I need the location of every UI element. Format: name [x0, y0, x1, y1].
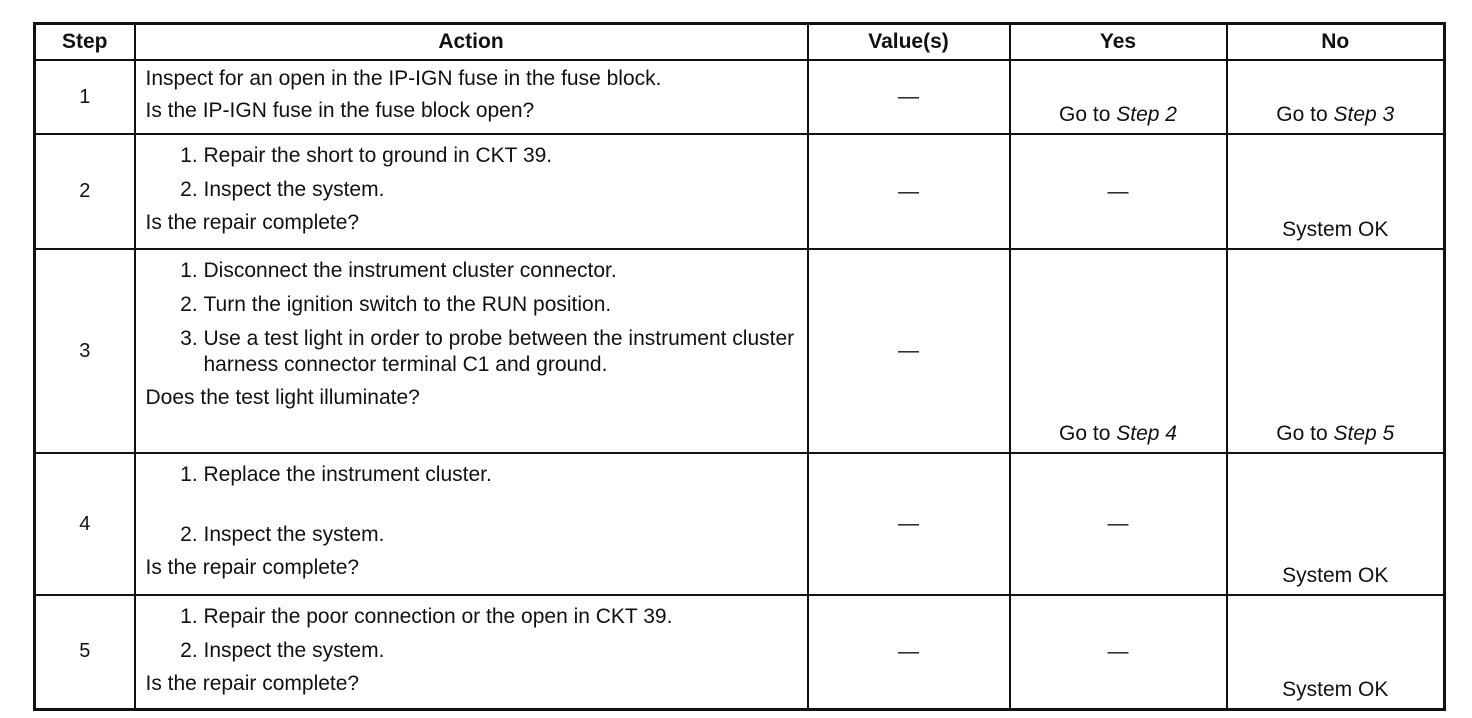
yes-cell [1010, 595, 1227, 709]
question-text: Does the test light illuminate? [145, 386, 420, 409]
table-row [35, 134, 1445, 249]
action-item: 2. Inspect the system. [204, 518, 797, 552]
action-list [146, 139, 797, 207]
value-cell [808, 134, 1010, 249]
step-number: 5 [35, 595, 135, 709]
no-text: System OK [1282, 218, 1389, 241]
no-prefix: Go to [1276, 103, 1334, 126]
no-cell [1227, 249, 1445, 453]
action-cell [135, 60, 808, 134]
col-header-values: Value(s) [808, 24, 1010, 61]
action-item: 2. Inspect the system. [204, 634, 797, 668]
value-text: — [898, 179, 919, 203]
step-number: 3 [35, 249, 135, 453]
value-cell [808, 453, 1010, 595]
action-list [146, 600, 797, 668]
yes-prefix: Go to [1059, 103, 1117, 126]
yes-cell [1010, 249, 1227, 453]
action-item: 2. Inspect the system. [204, 173, 797, 207]
table-row [35, 453, 1445, 595]
yes-step-ref: Step 2 [1116, 103, 1177, 126]
table-row [35, 249, 1445, 453]
question-text: Is the repair complete? [145, 672, 360, 695]
col-header-yes: Yes [1010, 24, 1227, 61]
action-item: 1. Repair the poor connection or the open in CKT 39. [204, 600, 797, 634]
col-header-no: No [1227, 24, 1445, 61]
no-cell [1227, 453, 1445, 595]
yes-prefix: Go to [1059, 422, 1117, 445]
step-number: 2 [35, 134, 135, 249]
no-step-ref: Step 5 [1333, 422, 1395, 445]
action-item: 1. Repair the short to ground in CKT 39. [204, 139, 797, 173]
yes-cell [1010, 134, 1227, 249]
action-list [146, 458, 797, 552]
col-header-action: Action [135, 24, 808, 61]
header-row [35, 24, 1445, 61]
yes-step-ref: Step 4 [1116, 422, 1177, 445]
value-text: — [898, 85, 919, 108]
table-row [35, 595, 1445, 709]
yes-text: — [1107, 639, 1129, 663]
instruction-text: Inspect for an open in the IP-IGN fuse in the fuse block. [145, 67, 662, 90]
value-text: — [898, 512, 919, 535]
step-number: 4 [35, 453, 135, 595]
yes-text: — [1107, 179, 1129, 203]
value-text: — [898, 339, 919, 362]
value-text: — [898, 639, 919, 663]
action-item: 1. Replace the instrument cluster. [204, 458, 797, 518]
no-cell [1227, 595, 1445, 709]
question-text: Is the IP-IGN fuse in the fuse block open? [145, 99, 535, 122]
step-number: 1 [35, 60, 135, 134]
question-text: Is the repair complete? [145, 556, 360, 579]
yes-cell [1010, 60, 1227, 134]
action-cell [135, 453, 808, 595]
action-cell [135, 134, 808, 249]
no-step-ref: Step 3 [1333, 103, 1395, 126]
no-prefix: Go to [1276, 422, 1334, 445]
value-cell [808, 60, 1010, 134]
question-text: Is the repair complete? [145, 211, 360, 234]
no-text: System OK [1282, 564, 1389, 587]
no-cell [1227, 134, 1445, 249]
table-row [35, 60, 1445, 134]
value-cell [808, 595, 1010, 709]
diagnostic-table [33, 22, 1446, 711]
action-item: 3. Use a test light in order to probe between the instrument cluster harness connector terminal C1 and ground. [204, 322, 797, 382]
value-cell [808, 249, 1010, 453]
yes-text: — [1107, 512, 1129, 535]
action-list [146, 254, 797, 382]
col-header-step: Step [35, 24, 135, 61]
no-text: System OK [1282, 677, 1389, 701]
action-cell [135, 249, 808, 453]
yes-cell [1010, 453, 1227, 595]
action-item: 1. Disconnect the instrument cluster connector. [204, 254, 797, 288]
action-cell [135, 595, 808, 709]
no-cell [1227, 60, 1445, 134]
action-item: 2. Turn the ignition switch to the RUN position. [204, 288, 797, 322]
